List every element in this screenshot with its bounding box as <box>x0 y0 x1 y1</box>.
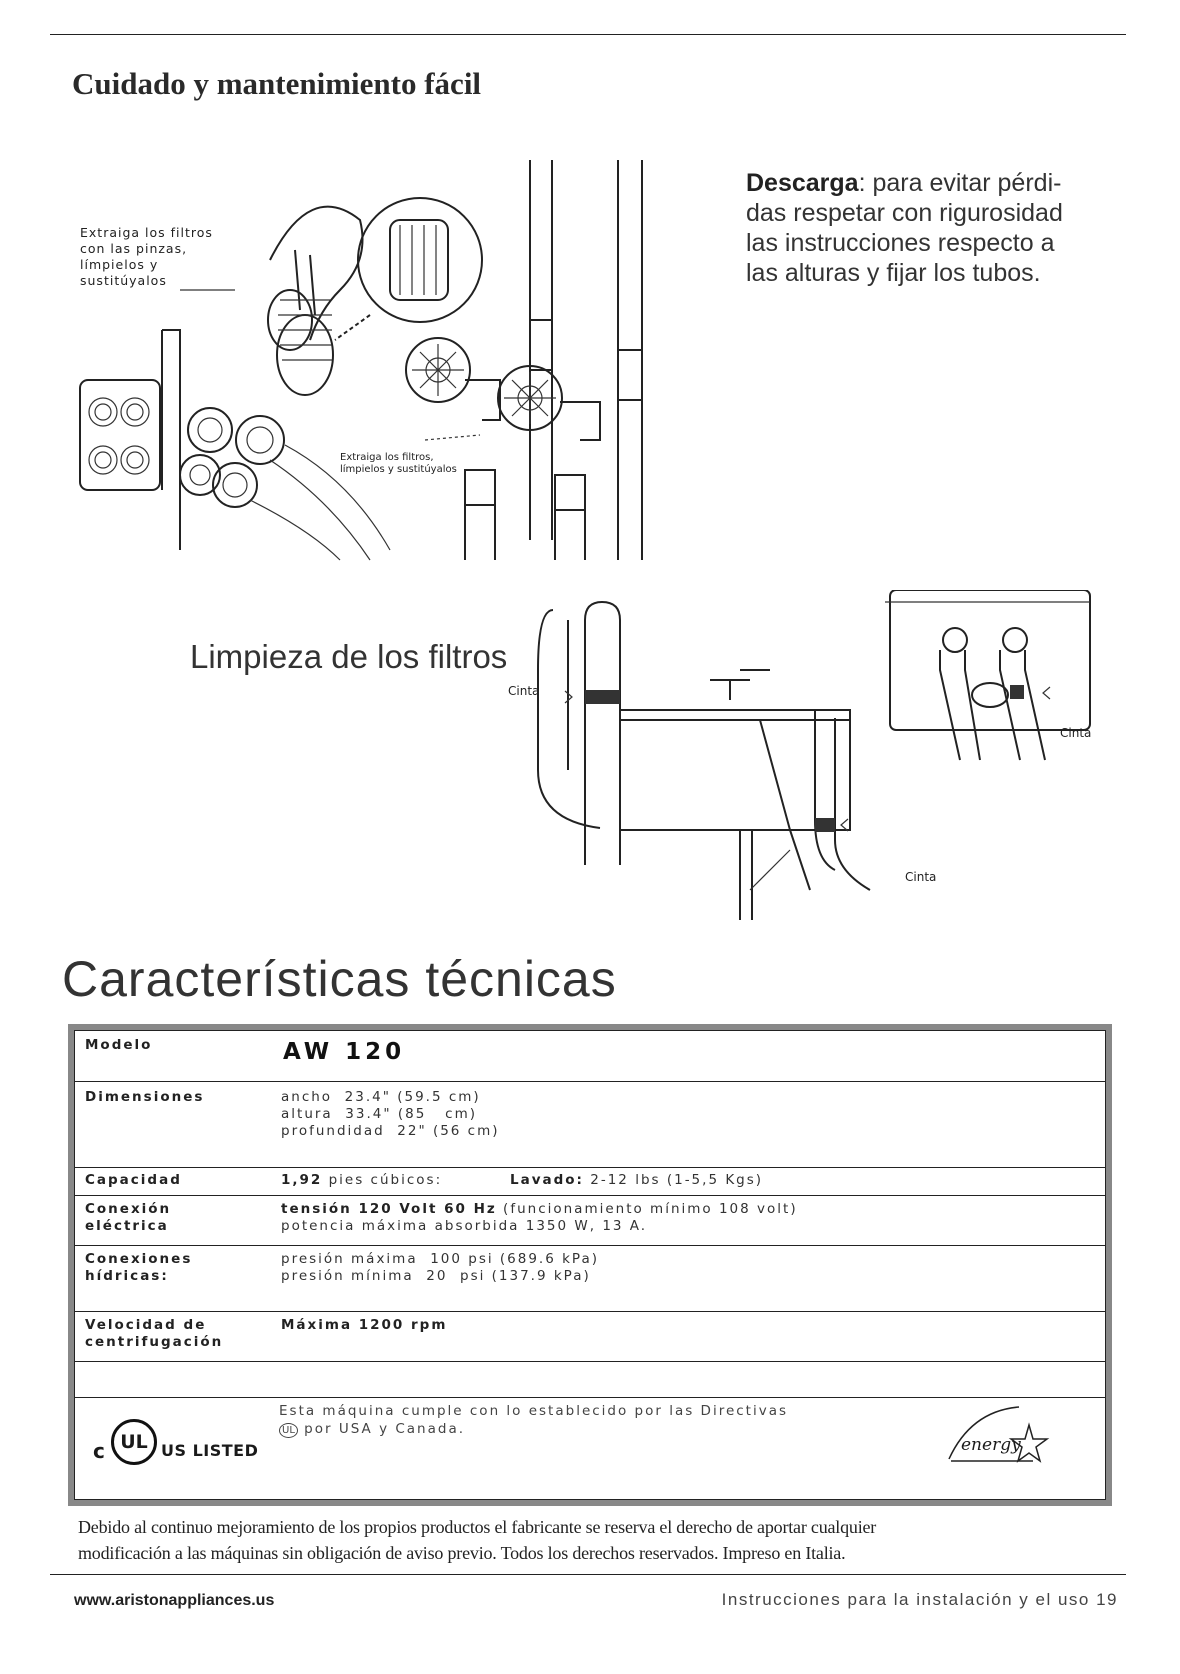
rights-notice-line: modificación a las máquinas sin obligación de aviso previo. Todos los derechos reservados. Impreso en Italia. <box>78 1543 846 1563</box>
descarga-text: : para evitar pérdi- das respetar con rigurosidad las instrucciones respecto a las alturas y fijar los tubos. <box>746 169 1063 287</box>
spec-value-line: profundidad 22" (56 cm) <box>281 1123 500 1139</box>
spec-value-bold: Máxima 1200 rpm <box>281 1317 448 1333</box>
caption-line: Extraiga los filtros, <box>340 452 434 463</box>
spec-row-velocidad <box>75 1311 1105 1362</box>
spec-value-line: altura 33.4" (85 cm) <box>281 1106 477 1122</box>
spec-row-dimensiones <box>75 1081 1105 1168</box>
compliance-line-1: Esta máquina cumple con lo establecido por las Directivas <box>279 1403 789 1419</box>
spec-value-line: presión mínima 20 psi (137.9 kPa) <box>281 1268 591 1284</box>
filter-caption-pinzas <box>80 225 213 289</box>
descarga-paragraph <box>746 168 1126 288</box>
specs-heading: Características técnicas <box>62 951 617 1007</box>
page-title: Cuidado y mantenimiento fácil <box>72 66 482 101</box>
spec-value-text: (funcionamiento mínimo 108 volt) <box>496 1201 798 1217</box>
energy-star-icon <box>941 1401 1051 1465</box>
energy-star-word: energy <box>961 1435 1021 1455</box>
spec-row-modelo <box>75 1031 1105 1082</box>
rights-notice-line: Debido al continuo mejoramiento de los propios productos el fabricante se reserva el derecho de aportar cualquier <box>78 1517 877 1537</box>
spec-row-conexion-electrica <box>75 1195 1105 1246</box>
caption-line: límpielos y <box>80 257 159 272</box>
website-link[interactable]: www.aristonappliances.us <box>74 1592 275 1609</box>
model-value: AW 120 <box>283 1039 406 1065</box>
spec-row-capacidad <box>75 1167 1105 1196</box>
spec-value-bold: 1,92 <box>281 1172 323 1188</box>
filter-cleaning-illustration <box>70 140 710 580</box>
cinta-label-standpipe: Cinta <box>508 684 540 698</box>
ul-logo-c: c <box>93 1439 105 1463</box>
spec-value <box>281 1172 442 1189</box>
cinta-label-sink: Cinta <box>905 870 937 884</box>
filters-heading: Limpieza de los filtros <box>190 638 508 675</box>
page-footer-label: Instrucciones para la instalación y el uso 19 <box>721 1590 1118 1609</box>
spec-value-line: potencia máxima absorbida 1350 W, 13 A. <box>281 1218 648 1234</box>
spec-label: Dimensiones <box>85 1089 205 1105</box>
spec-value-text: 2-12 lbs (1-5,5 Kgs) <box>583 1172 764 1188</box>
spec-value <box>281 1201 798 1218</box>
caption-line: sustitúyalos <box>80 273 167 288</box>
caption-line: Extraiga los filtros <box>80 225 213 240</box>
compliance-text: por USA y Canada. <box>297 1421 466 1437</box>
spec-label: Capacidad <box>85 1172 182 1188</box>
spec-label: Velocidad de centrifugación <box>85 1317 224 1350</box>
spec-value-lavado <box>510 1172 763 1189</box>
spec-label: Modelo <box>85 1037 153 1053</box>
spec-table-inner <box>74 1030 1106 1500</box>
compliance-row <box>75 1397 1105 1499</box>
drain-illustration <box>490 590 1130 1000</box>
spec-value <box>281 1317 447 1334</box>
ul-logo-circle: UL <box>111 1419 157 1465</box>
ul-inline-mark: UL <box>279 1423 298 1438</box>
spec-value-text: pies cúbicos: <box>322 1172 443 1188</box>
spec-value-bold: tensión 120 Volt 60 Hz <box>281 1201 497 1217</box>
spec-label: Conexiones hídricas: <box>85 1251 193 1284</box>
caption-line: con las pinzas, <box>80 241 188 256</box>
cinta-label-wall: Cinta <box>1060 726 1092 740</box>
spec-row-conexiones-hidricas <box>75 1245 1105 1312</box>
ul-logo-listed: US LISTED <box>161 1441 259 1460</box>
descarga-label: Descarga <box>746 169 859 197</box>
rights-notice <box>78 1514 1118 1566</box>
ul-listed-logo <box>93 1419 273 1469</box>
compliance-line-2 <box>279 1421 465 1438</box>
spec-row-empty <box>75 1361 1105 1398</box>
energy-star-logo <box>941 1401 1051 1465</box>
spec-value-bold: Lavado: <box>510 1172 584 1188</box>
spec-value-line: presión máxima 100 psi (689.6 kPa) <box>281 1251 599 1267</box>
filter-caption-valves <box>340 452 457 476</box>
spec-label: Conexión eléctrica <box>85 1201 172 1234</box>
spec-table <box>68 1024 1112 1506</box>
spec-value-line: ancho 23.4" (59.5 cm) <box>281 1089 481 1105</box>
top-rule <box>50 34 1126 35</box>
caption-line: límpielos y sustitúyalos <box>340 464 457 475</box>
bottom-rule <box>50 1574 1126 1575</box>
